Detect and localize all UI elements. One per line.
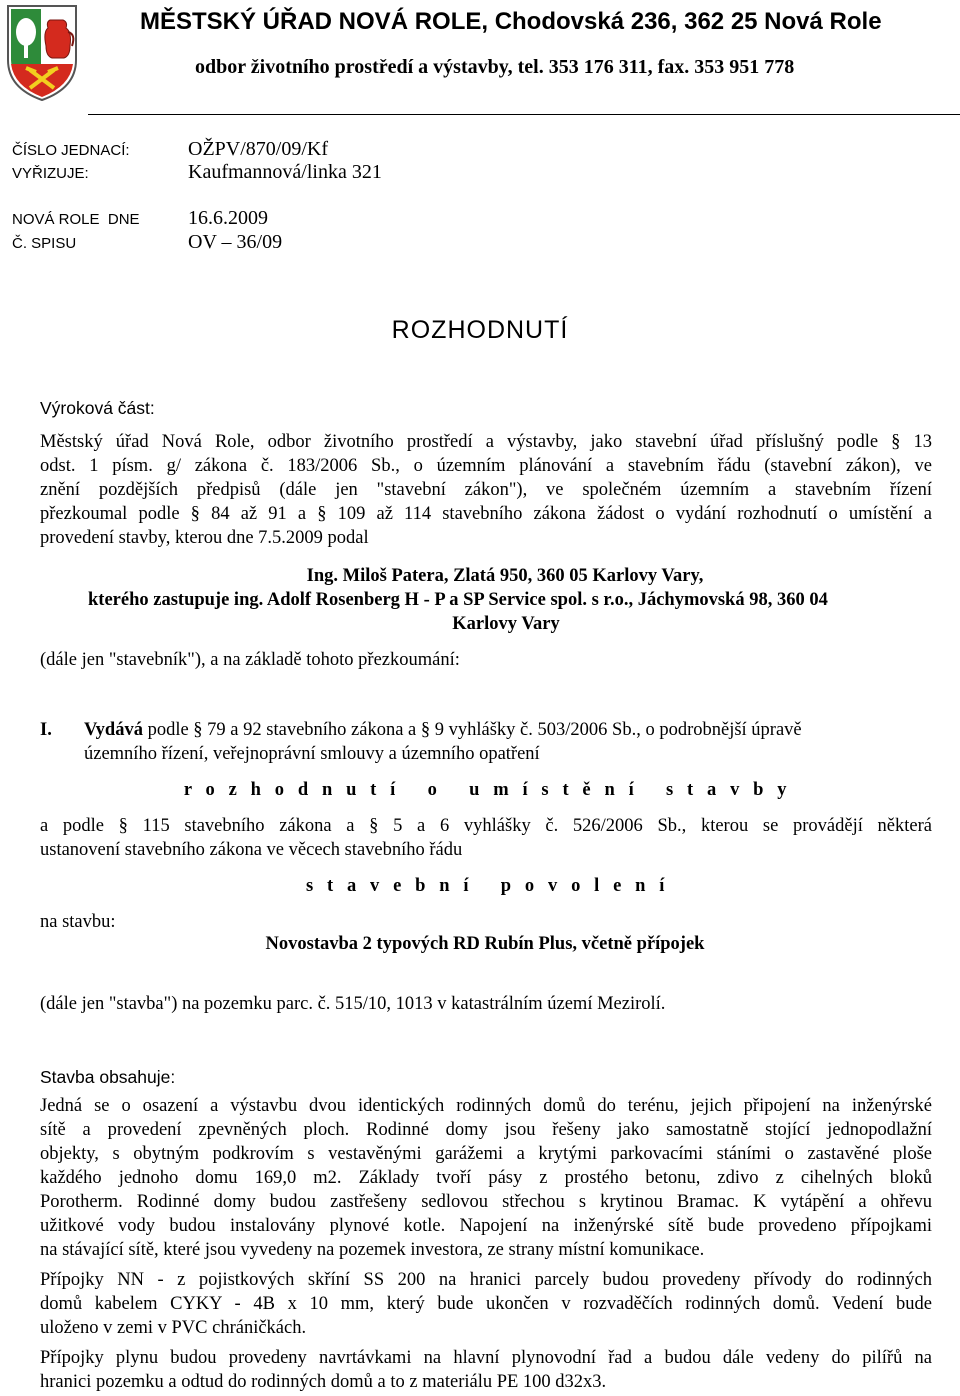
date-label: NOVÁ ROLE DNE (12, 211, 140, 228)
intro-line: odst. 1 písm. g/ zákona č. 183/2006 Sb., o územním plánování a stavebním řádu (stavební zákon), ve (40, 456, 932, 476)
description-line: Jedná se o osazení a výstavbu dvou identických rodinných domů do terénu, jejich připojení na inženýrské (40, 1096, 932, 1116)
gas-connection-line: hranici pozemku a odtud do rodinných domů a to z materiálu PE 100 d32x3. (40, 1372, 607, 1392)
description-line: objekty, s obytným podkrovím s vestavěnými garážemi a krytými parkovacími stáními o zastavěné ploše (40, 1144, 932, 1164)
applicant-note: (dále jen "stavebník"), a na základě tohoto přezkoumání: (40, 650, 460, 670)
point-text (84, 720, 802, 741)
parcel-line: (dále jen "stavba") na pozemku parc. č. 515/10, 1013 v katastrálním území Mezirolí. (40, 994, 666, 1014)
description-line: na stávající sítě, které jsou vyvedeny na pozemek investora, ze strany místní komunikace. (40, 1240, 705, 1260)
contents-heading: Stavba obsahuje: (40, 1067, 176, 1087)
decision-title: r o z h o d n u t í o u m í s t ě n í s t a v b y (183, 780, 792, 800)
handled-by-value: Kaufmannová/linka 321 (188, 161, 382, 183)
building-name: Novostavba 2 typových RD Rubín Plus, včetně přípojek (265, 934, 705, 954)
building-label: na stavbu: (40, 912, 116, 932)
office-header-title: MĚSTSKÝ ÚŘAD NOVÁ ROLE, Chodovská 236, 362 25 Nová Role (140, 8, 882, 35)
electric-connection-line: domů kabelem CYKY - 4B x 10 mm, který bude ukončen v rozvaděčích rodinných domů. Vedení bude (40, 1294, 932, 1314)
file-number-label: Č. SPISU (12, 235, 77, 252)
description-line: každého jednoho domu 169,0 m2. Základy tvoří pásy z prostého betonu, zdivo z cihelných bloků (40, 1168, 932, 1188)
applicant-line: kterého zastupuje ing. Adolf Rosenberg H - P a SP Service spol. s r.o., Jáchymovská 98, 360 04 (88, 590, 828, 610)
point-number: I. (40, 720, 52, 740)
date-value: 16.6.2009 (188, 207, 268, 229)
description-line: sítě a provedení zpevněných ploch. Rodinné domy jsou řešeny jako samostatně stojící jednopodlažní (40, 1120, 932, 1140)
reference-number-label: ČÍSLO JEDNACÍ: (12, 142, 130, 159)
law-line: ustanovení stavebního zákona ve věcech stavebního řádu (40, 840, 463, 860)
header-divider (88, 114, 960, 115)
point-verb: Vydává (84, 720, 143, 740)
intro-line: přezkoumal podle § 84 až 91 a § 109 až 114 stavebního zákona žádost o vydání rozhodnutí o umístění a (40, 504, 932, 524)
coat-of-arms-logo (6, 2, 78, 102)
office-header-subtitle: odbor životního prostředí a výstavby, tel. 353 176 311, fax. 353 951 778 (195, 56, 795, 78)
reference-number-value: OŽPV/870/09/Kf (188, 138, 328, 160)
intro-line: znění pozdějších předpisů (dále jen "stavební zákon"), ve společném územním a stavebním řízení (40, 480, 932, 500)
document-title: ROZHODNUTÍ (391, 316, 569, 344)
point-line-1: podle § 79 a 92 stavebního zákona a § 9 vyhlášky č. 503/2006 Sb., o podrobnější úpravě (142, 720, 802, 740)
gas-connection-line: Přípojky plynu budou provedeny navrtávkami na hlavní plynovodní řad a budou dále vedeny do pilířů na (40, 1348, 932, 1368)
description-line: Porotherm. Rodinné domy budou zastřešeny sedlovou střechou s krytinou Bramac. K vytápění a ohřevu (40, 1192, 932, 1212)
applicant-line: Ing. Miloš Patera, Zlatá 950, 360 05 Karlovy Vary, (306, 566, 704, 586)
handled-by-label: VYŘIZUJE: (12, 165, 89, 182)
file-number-value: OV – 36/09 (188, 231, 283, 253)
electric-connection-line: Přípojky NN - z pojistkových skříní SS 200 na hranici parcely budou provedeny přívody do rodinných (40, 1270, 932, 1290)
point-line-2: územního řízení, veřejnoprávní smlouvy a územního opatření (84, 744, 540, 764)
intro-line: Městský úřad Nová Role, odbor životního prostředí a výstavby, jako stavební úřad příslušný podle § 13 (40, 432, 932, 452)
section-heading: Výroková část: (40, 398, 155, 418)
law-line: a podle § 115 stavebního zákona a § 5 a 6 vyhlášky č. 526/2006 Sb., kterou se provádějí některá (40, 816, 932, 836)
intro-line: provedení stavby, kterou dne 7.5.2009 podal (40, 528, 369, 548)
applicant-line: Karlovy Vary (452, 614, 560, 634)
description-line: užitkové vody budou instalovány plynové kotle. Napojení na inženýrské sítě bude provedeno přípojkami (40, 1216, 932, 1236)
permit-title: s t a v e b n í p o v o l e n í (305, 876, 670, 896)
electric-connection-line: uloženo v zemi v PVC chráničkách. (40, 1318, 307, 1338)
